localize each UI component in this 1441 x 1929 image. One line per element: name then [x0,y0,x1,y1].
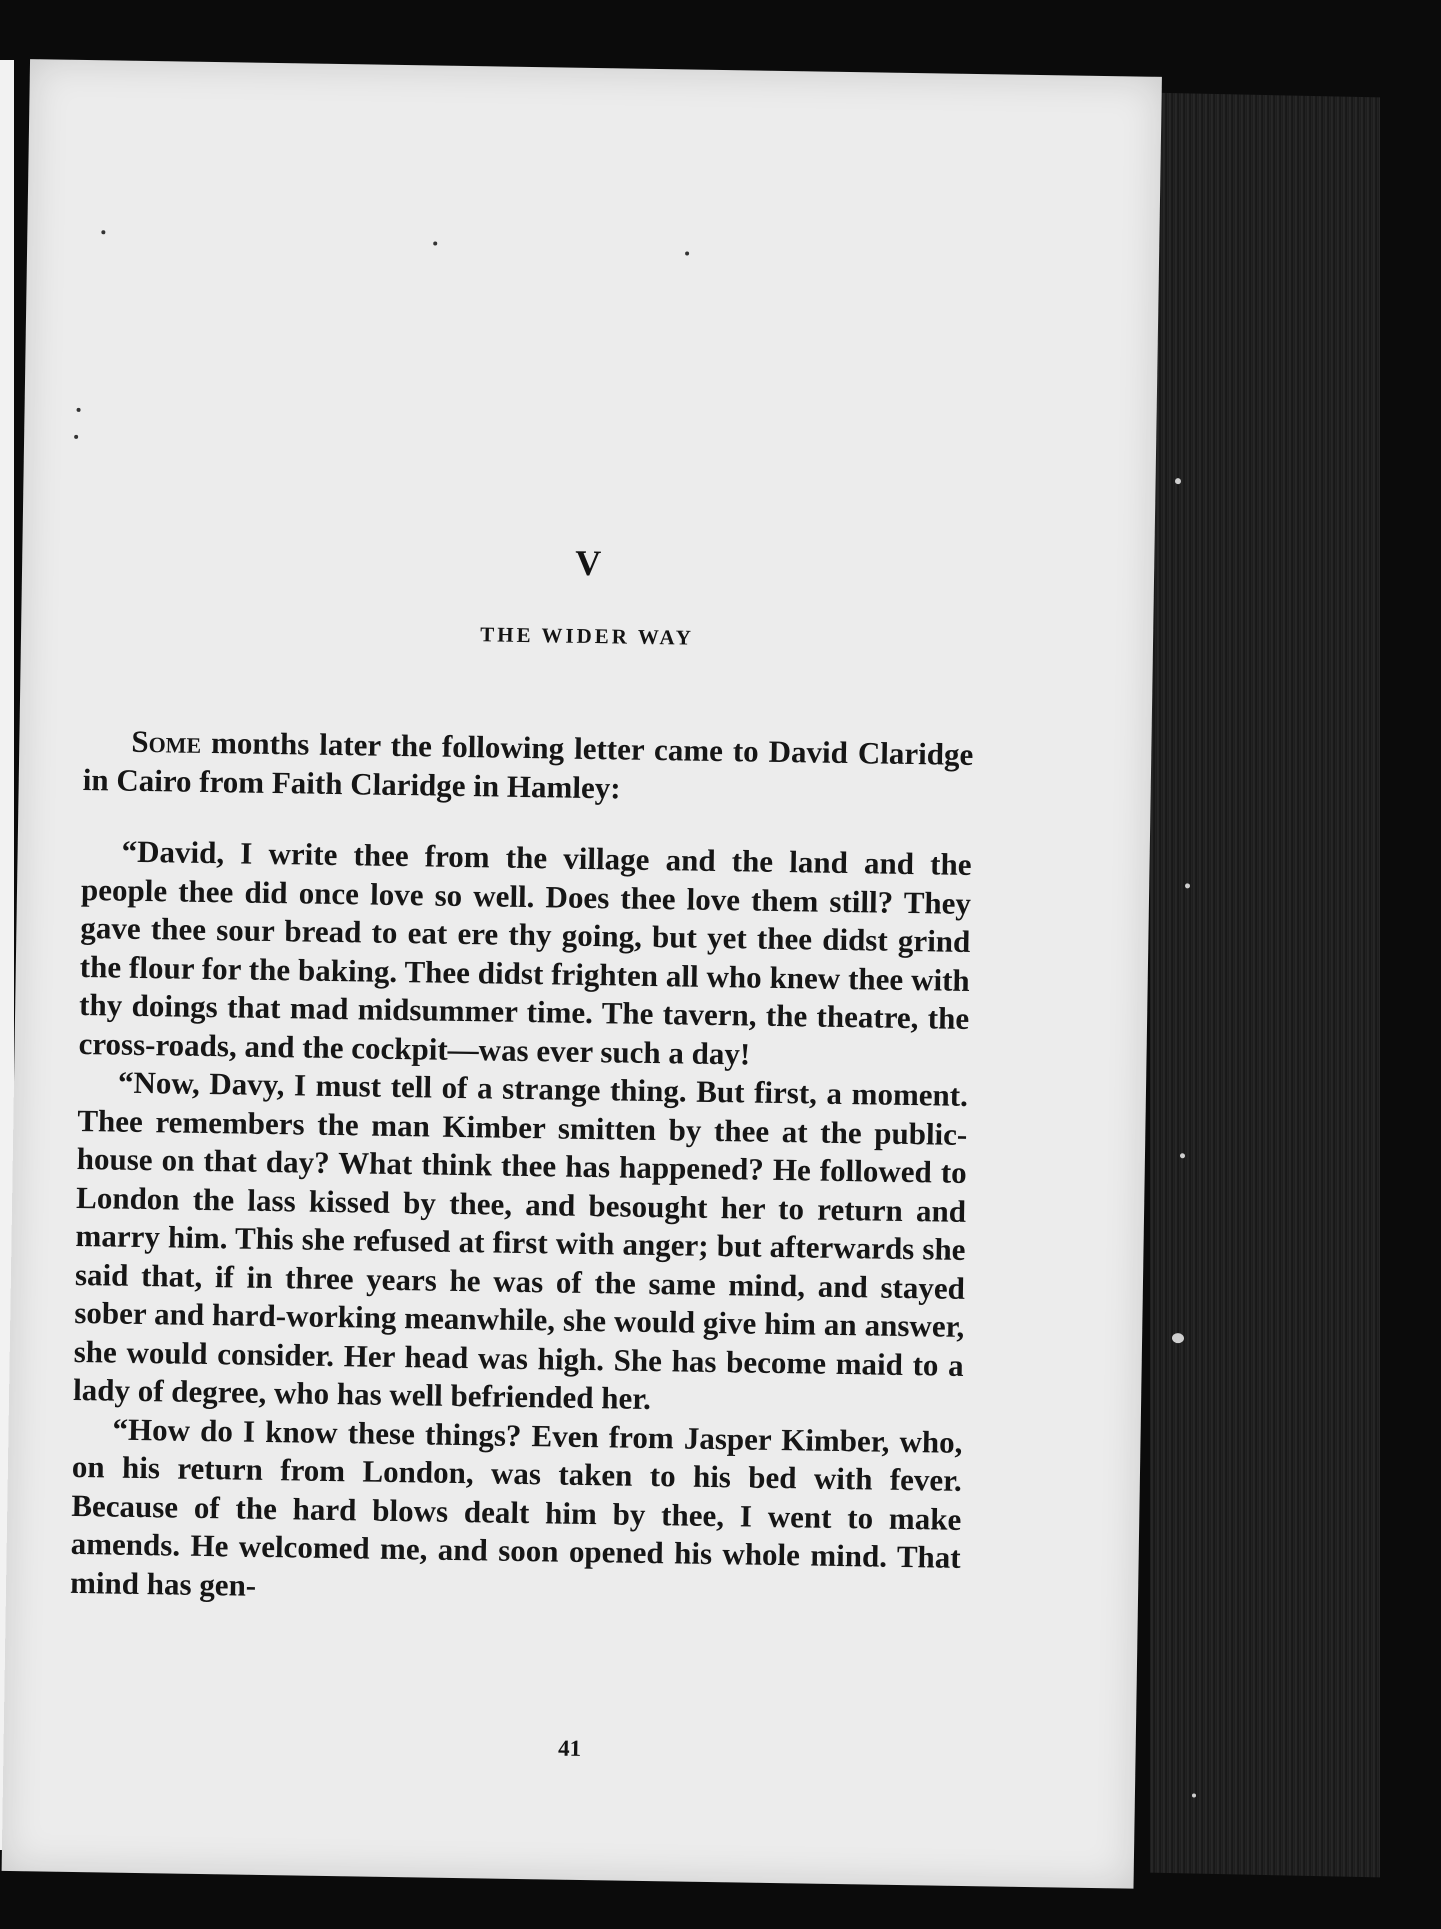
intro-lead-word: Some [131,723,202,760]
letter-paragraph: “How do I know these things? Even from Jasper Kimber, who, on his return from London, was taken to his bed with fever. Because of the hard blows dealt him by thee, I went to make amends. He welcomed me, and soon opened his whole mind. That mind has gen- [69,1411,963,1603]
intro-text: months later the following letter came to David Claridge in Cairo from Faith Claridge in Hamley: [82,724,974,805]
page-number: 41 [557,1735,582,1761]
book-fore-edge [1150,93,1380,1878]
chapter-number: V [574,542,602,584]
letter-paragraph: “David, I write thee from the village and the land and the people thee did once love so well. Does thee love them still? They gave thee sour bread to eat ere thy going, but yet thee didst grind the flour for the baking. Thee didst frighten all who knew thee with thy doings that mad midsummer time. The tavern, the theatre, the cross-roads, and the cockpit—was ever such a day! [78,833,972,1072]
page-content [2,59,1162,1889]
letter-paragraph: “Now, Davy, I must tell of a strange thing. But first, a moment. Thee remembers the man Kimber smitten by thee at the public-house on that day? What think thee has happened? He followed to London the lass kissed by thee, and besought her to return and marry him. This she refused at first with anger; but afterwards she said that, if in three years he was of the same mind, and stayed sober and hard-working meanwhile, she would give him an answer, she would consider. Her head was high. She has become maid to a lady of degree, who has well befriended her. [72,1064,969,1417]
letter-text [70,832,972,1616]
intro-paragraph [82,722,973,813]
chapter-title: THE WIDER WAY [480,622,695,650]
page [2,59,1162,1889]
